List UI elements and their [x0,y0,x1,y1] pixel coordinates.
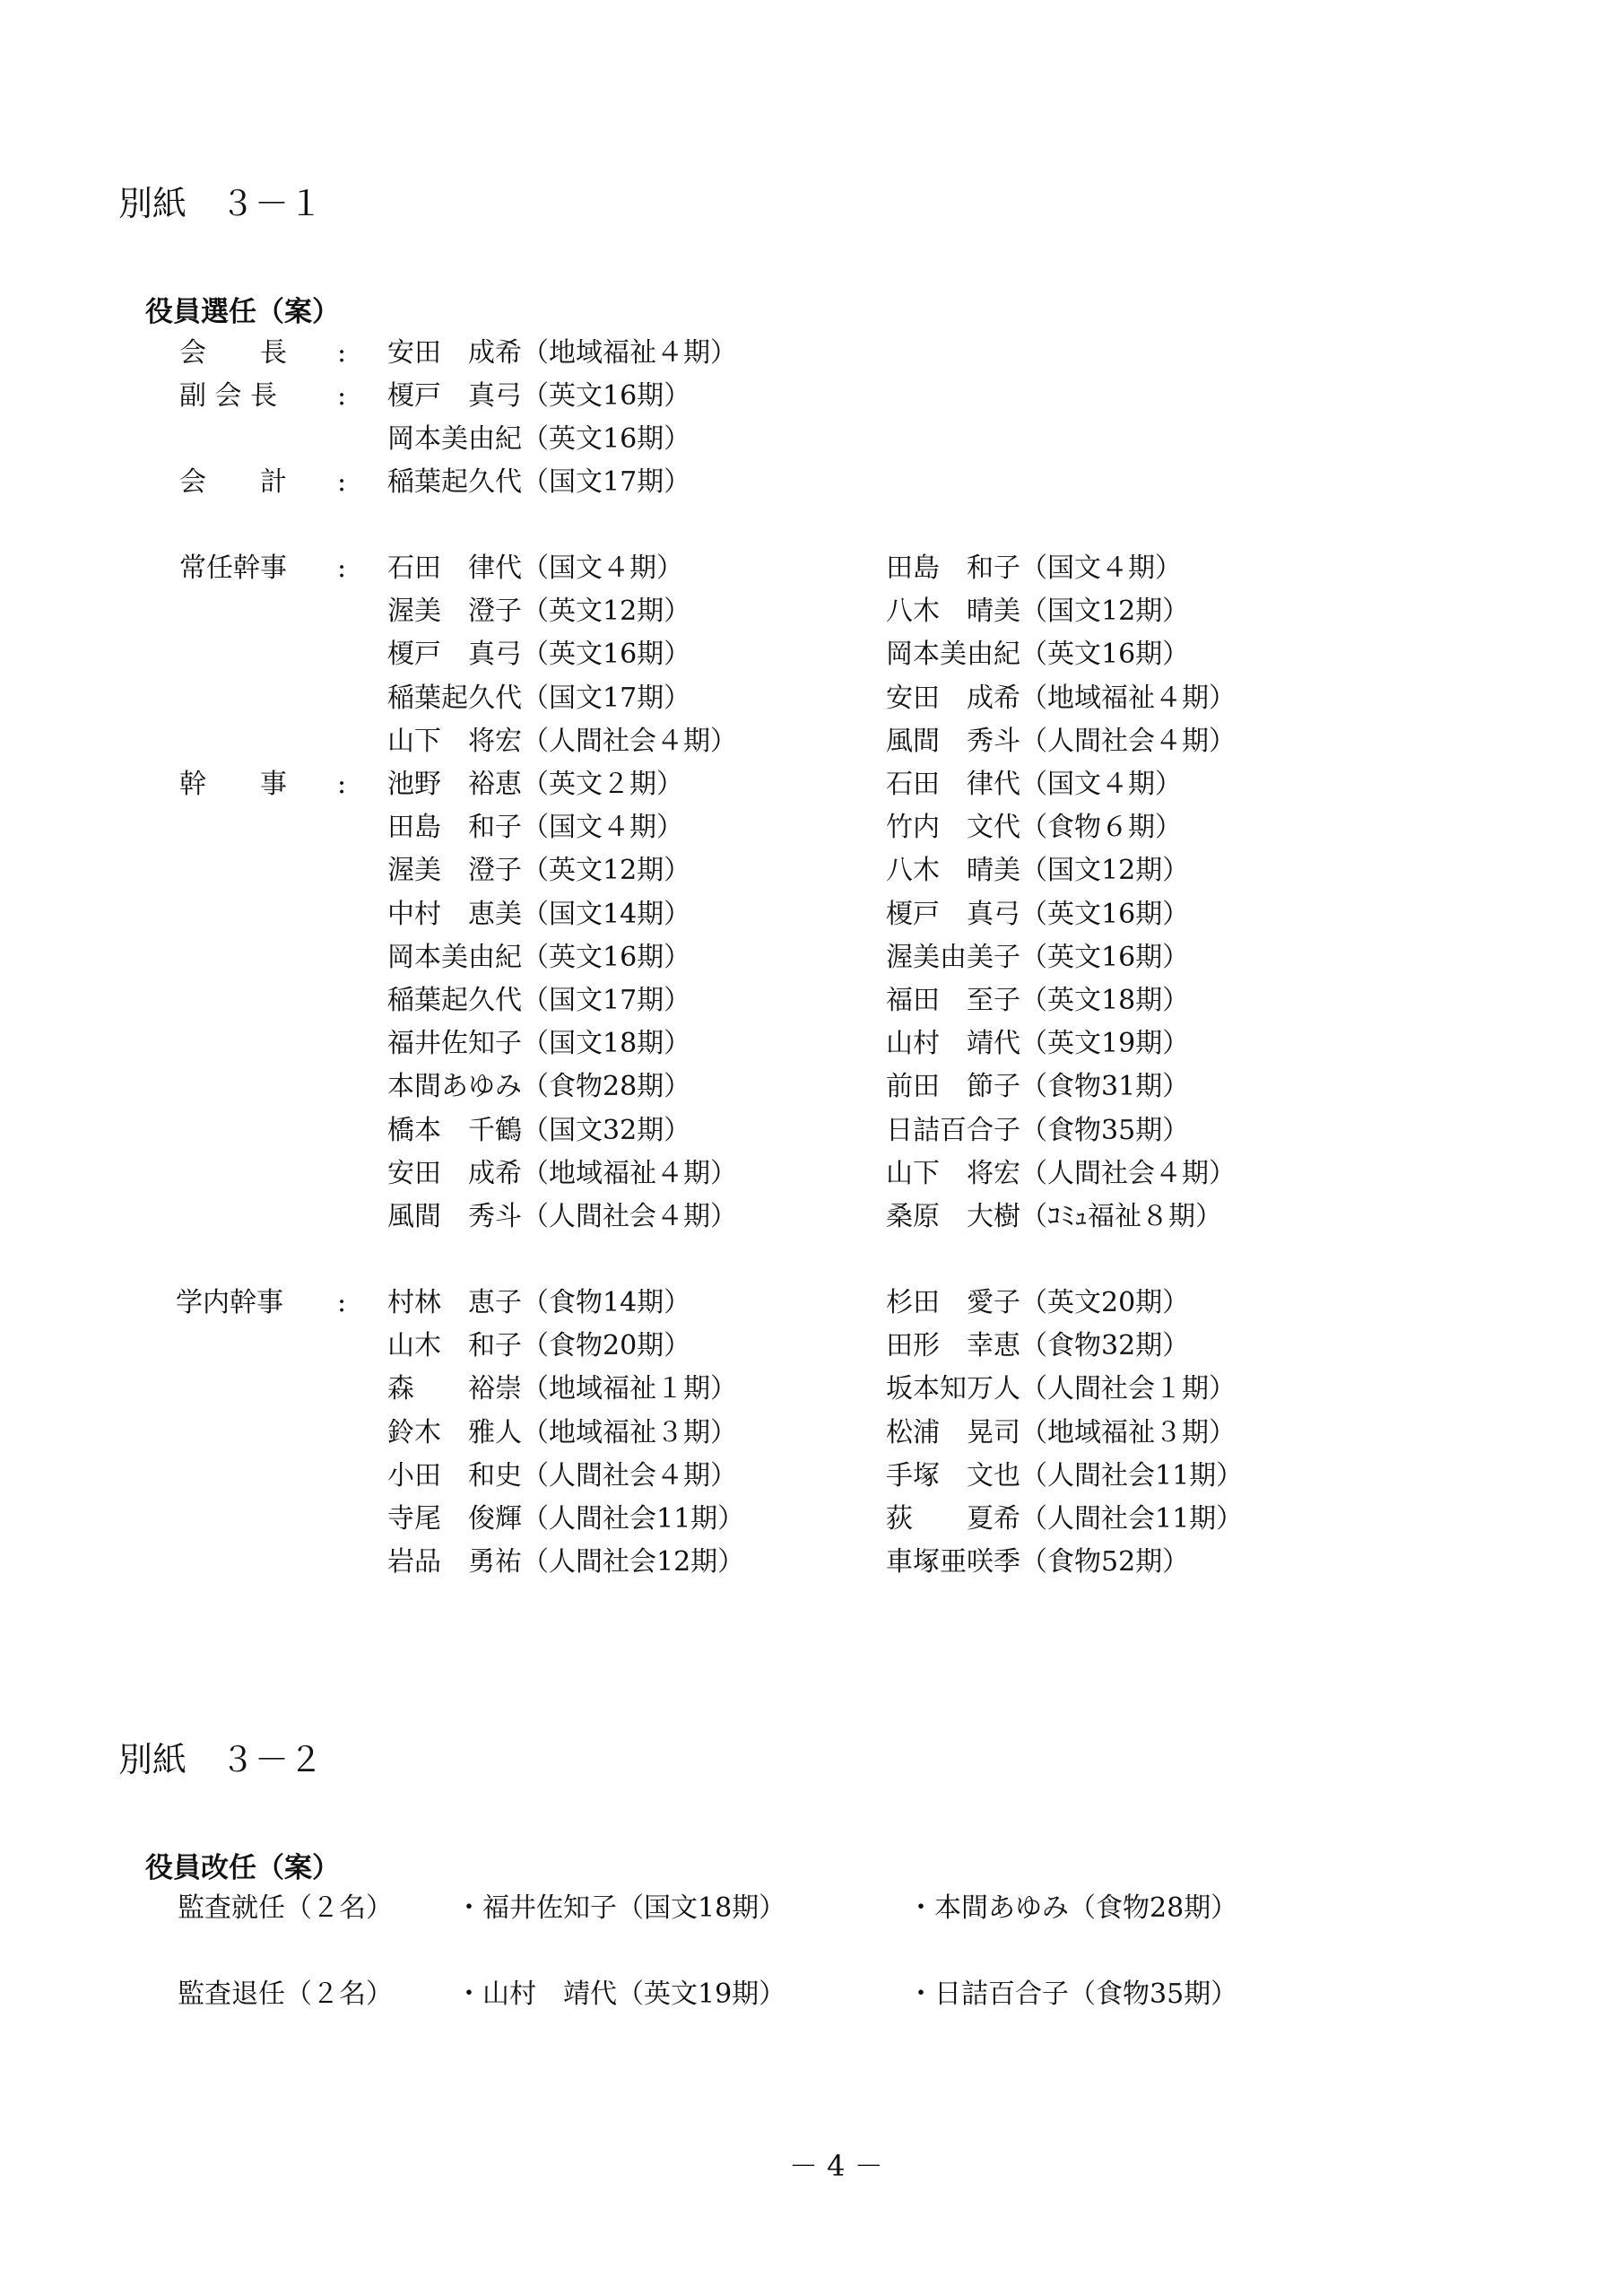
list-item: 村林 恵子（食物14期） [387,1287,691,1318]
list-item: 岩品 勇祐（人間社会12期） [387,1546,745,1578]
list-item: 石田 律代（国文４期） [886,769,1182,800]
list-item: 松浦 晃司（地域福祉３期） [886,1416,1236,1448]
kanji-colon: : [337,769,347,800]
gakunai-colon: : [337,1287,347,1318]
list-item: 桑原 大樹（ｺﾐｭ福祉８期） [886,1200,1222,1232]
list-item: 荻 夏希（人間社会11期） [886,1502,1244,1535]
list-item: 稲葉起久代（国文17期） [387,984,691,1016]
list-item: 田形 幸恵（食物32期） [886,1330,1190,1362]
officer-role: 会 長 [179,337,287,369]
list-item: 池野 裕恵（英文２期） [387,769,683,800]
list-item: 小田 和史（人間社会４期） [387,1459,737,1492]
kanji-role: 幹 事 [179,769,287,800]
jonin-role: 常任幹事 [179,552,287,584]
list-item: 日詰百合子（食物35期） [886,1114,1190,1146]
list-item: 石田 律代（国文４期） [387,552,683,584]
list-item: 山村 靖代（英文19期） [886,1028,1190,1060]
list-item: 榎戸 真弓（英文16期） [886,898,1190,930]
list-item: 稲葉起久代（国文17期） [387,682,691,714]
jonin-right-column [886,547,1236,763]
list-item: 田島 和子（国文４期） [387,812,683,844]
officer-name: 稲葉起久代（国文17期） [387,466,691,498]
audit-left: ・山村 靖代（英文19期） [456,1979,786,2010]
kanji-right-column [886,763,1236,1239]
audit-right: ・本間あゆみ（食物28期） [907,1892,1238,1924]
list-item: 田島 和子（国文４期） [886,552,1182,584]
list-item: 前田 節子（食物31期） [886,1071,1190,1103]
officer-colon: : [337,380,347,412]
page-number: － 4 － [789,2149,883,2183]
jonin-colon: : [337,552,347,584]
list-item: 車塚亜咲季（食物52期） [886,1546,1190,1578]
list-item: 手塚 文也（人間社会11期） [886,1459,1244,1492]
list-item: 中村 恵美（国文14期） [387,898,691,930]
gakunai-role: 学内幹事 [176,1287,283,1318]
audit-left: ・福井佐知子（国文18期） [456,1892,786,1924]
list-item: 竹内 文代（食物６期） [886,812,1182,844]
officer-role: 副 会 長 [179,380,278,412]
list-item: 渥美由美子（英文16期） [886,941,1190,973]
officer-name: 岡本美由紀（英文16期） [387,423,691,455]
officer-name: 安田 成希（地域福祉４期） [387,337,737,369]
officer-colon: : [337,337,347,369]
list-item: 榎戸 真弓（英文16期） [387,639,691,671]
list-item: 渥美 澄子（英文12期） [387,855,691,887]
officer-name: 榎戸 真弓（英文16期） [387,380,691,412]
list-item: 安田 成希（地域福祉４期） [886,682,1236,714]
gakunai-left-column [387,1282,744,1584]
list-item: 山下 将宏（人間社会４期） [886,1157,1236,1189]
list-item: 橋本 千鶴（国文32期） [387,1114,691,1146]
jonin-left-column [387,547,737,763]
section1-subheading: 役員選任（案） [145,296,340,328]
list-item: 渥美 澄子（英文12期） [387,596,691,628]
list-item: 福田 至子（英文18期） [886,984,1190,1016]
list-item: 坂本知万人（人間社会１期） [886,1373,1236,1405]
list-item: 杉田 愛子（英文20期） [886,1287,1190,1318]
section2-heading: 別紙 ３－２ [118,1740,324,1779]
list-item: 八木 晴美（国文12期） [886,855,1190,887]
section2-subheading: 役員改任（案） [145,1852,340,1884]
officer-colon: : [337,466,347,498]
list-item: 岡本美由紀（英文16期） [886,639,1190,671]
kanji-left-column [387,763,737,1239]
audit-right: ・日詰百合子（食物35期） [907,1979,1238,2010]
section1-heading: 別紙 ３－１ [118,184,324,223]
list-item: 寺尾 俊輝（人間社会11期） [387,1502,745,1535]
list-item: 安田 成希（地域福祉４期） [387,1157,737,1189]
list-item: 山下 将宏（人間社会４期） [387,725,737,757]
list-item: 本間あゆみ（食物28期） [387,1071,691,1103]
list-item: 鈴木 雅人（地域福祉３期） [387,1416,737,1448]
list-item: 福井佐知子（国文18期） [387,1028,691,1060]
list-item: 山木 和子（食物20期） [387,1330,691,1362]
list-item: 風間 秀斗（人間社会４期） [886,725,1236,757]
audit-label: 監査就任（２名） [178,1892,393,1924]
list-item: 森 裕崇（地域福祉１期） [387,1373,737,1405]
gakunai-right-column [886,1282,1243,1584]
audit-label: 監査退任（２名） [178,1979,393,2010]
officer-role: 会 計 [179,466,287,498]
list-item: 八木 晴美（国文12期） [886,596,1190,628]
list-item: 風間 秀斗（人間社会４期） [387,1200,737,1232]
list-item: 岡本美由紀（英文16期） [387,941,691,973]
